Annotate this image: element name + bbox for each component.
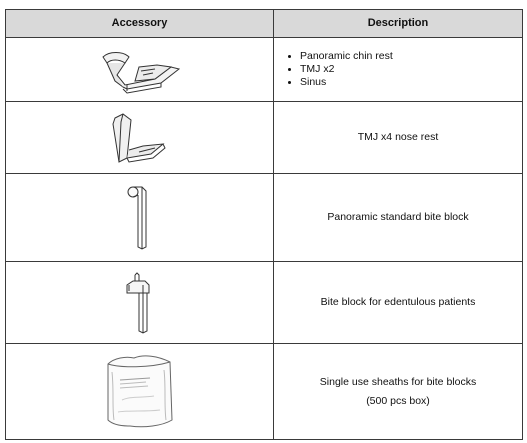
description-cell — [274, 174, 522, 261]
description-text: TMJ x4 nose rest — [357, 131, 439, 143]
description-cell — [274, 102, 522, 173]
accessory-image-cell — [6, 38, 273, 101]
edentulous-bite-block-icon — [117, 271, 163, 335]
description-text: Panoramic standard bite block — [327, 211, 469, 223]
list-item: Sinus — [286, 76, 393, 89]
description-column-header: Description — [367, 17, 429, 29]
table-row — [6, 102, 522, 174]
table-row — [6, 344, 522, 440]
table-row — [6, 262, 522, 344]
tmj-nose-rest-icon — [105, 110, 175, 166]
sheaths-box-icon — [100, 350, 180, 434]
standard-bite-block-icon — [120, 183, 160, 253]
description-line: Single use sheaths for bite blocks — [319, 376, 477, 388]
description-cell — [274, 344, 522, 440]
description-list — [274, 50, 393, 89]
table-row — [6, 174, 522, 262]
description-text — [320, 373, 476, 411]
description-text: Bite block for edentulous patients — [320, 296, 476, 308]
accessory-image-cell — [6, 102, 273, 173]
accessory-image-cell — [6, 344, 273, 440]
panoramic-chin-rest-icon — [95, 45, 185, 95]
accessory-column-header: Accessory — [111, 17, 168, 29]
list-item: Panoramic chin rest — [286, 50, 393, 63]
description-cell — [274, 38, 522, 101]
accessory-image-cell — [6, 262, 273, 343]
description-cell — [274, 262, 522, 343]
list-item: TMJ x2 — [286, 63, 393, 76]
accessories-table — [5, 9, 523, 440]
table-header — [6, 10, 522, 38]
table-row — [6, 38, 522, 102]
accessory-image-cell — [6, 174, 273, 261]
description-line: (500 pcs box) — [366, 395, 430, 407]
